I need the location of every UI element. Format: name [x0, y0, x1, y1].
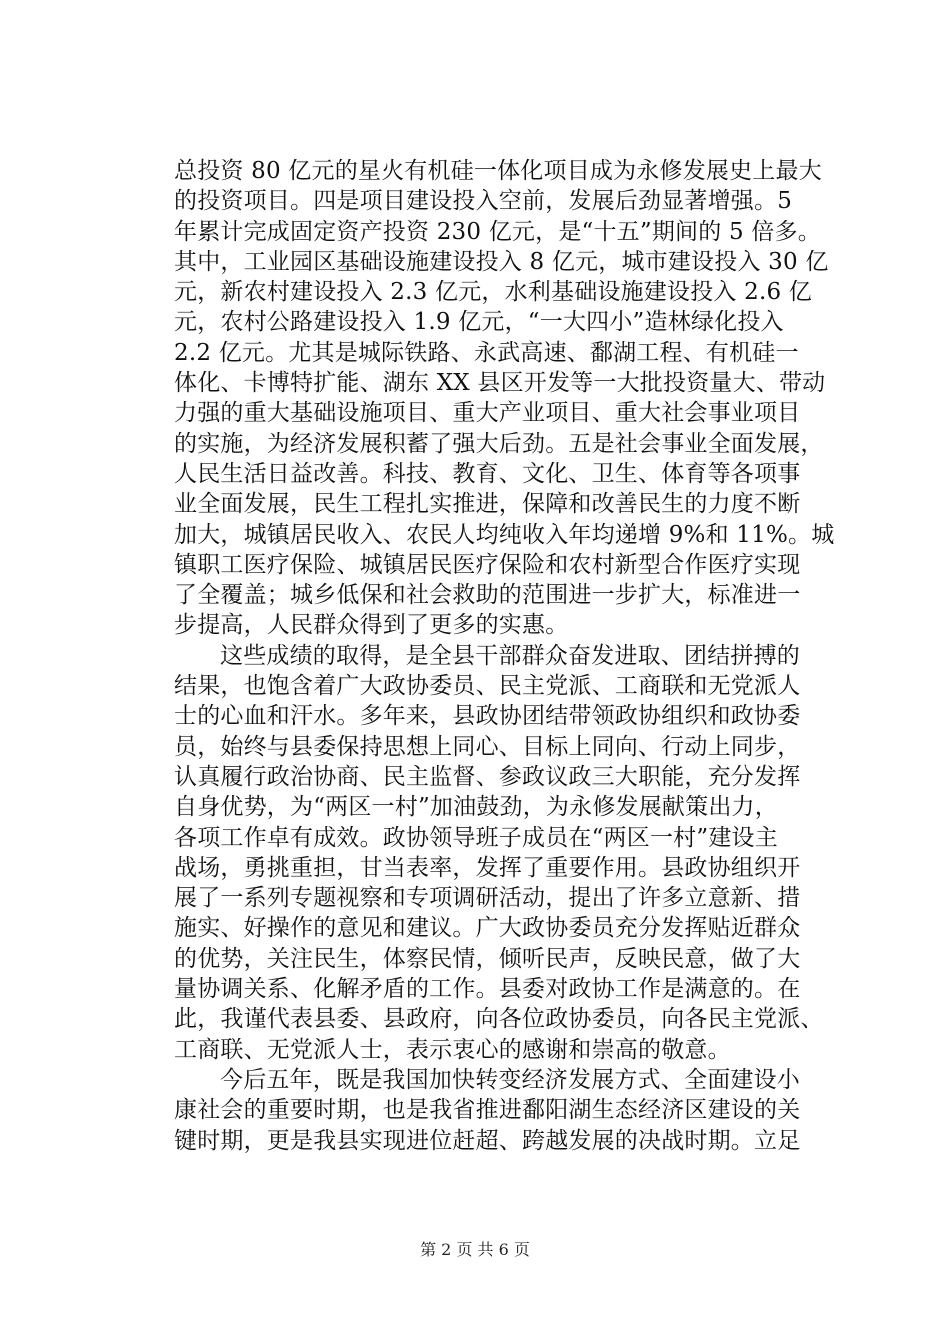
text-line: 量协调关系、化解矛盾的工作。县委对政协工作是满意的。在	[174, 976, 801, 1003]
text-line: 的投资项目。四是项目建设投入空前，发展后劲显著增强。5	[174, 188, 793, 215]
text-line: 施实、好操作的意见和建议。广大政协委员充分发挥贴近群众	[174, 915, 801, 942]
text-line: 结果，也饱含着广大政协委员、民主党派、工商联和无党派人	[174, 673, 801, 700]
page-number-footer: 第 2 页 共 6 页	[420, 1240, 530, 1259]
text-line: 总投资 80 亿元的星火有机硅一体化项目成为永修发展史上最大	[174, 158, 822, 184]
text-line: 步提高，人民群众得到了更多的实惠。	[174, 612, 569, 639]
text-line: 元，农村公路建设投入 1.9 亿元，“一大四小”造林绿化投入	[174, 309, 784, 336]
text-line: 认真履行政治协商、民主监督、参政议政三大职能，充分发挥	[174, 763, 801, 790]
text-line: 体化、卡博特扩能、湖东 XX 县区开发等一大批投资量大、带动	[174, 370, 826, 397]
text-line: 加大，城镇居民收入、农民人均纯收入年均递增 9%和 11%。城	[174, 521, 835, 548]
text-line: 康社会的重要时期，也是我省推进鄱阳湖生态经济区建设的关	[174, 1097, 801, 1124]
text-line: 人民生活日益改善。科技、教育、文化、卫生、体育等各项事	[174, 460, 801, 487]
text-line: 自身优势，为“两区一村”加油鼓劲，为永修发展献策出力，	[174, 794, 778, 821]
text-line: 的实施，为经济发展积蓄了强大后劲。五是社会事业全面发展，	[174, 430, 824, 457]
paragraph-start-line: 这些成绩的取得，是全县干部群众奋发进取、团结拼搏的	[220, 642, 800, 669]
text-line: 键时期，更是我县实现进位赶超、跨越发展的决战时期。立足	[174, 1127, 801, 1154]
text-line: 的优势，关注民生，体察民情，倾听民声，反映民意，做了大	[174, 945, 801, 972]
paragraph-start-line: 今后五年，既是我国加快转变经济发展方式、全面建设小	[220, 1066, 800, 1093]
text-line: 此，我谨代表县委、县政府，向各位政协委员，向各民主党派、	[174, 1006, 824, 1033]
text-line: 士的心血和汗水。多年来，县政协团结带领政协组织和政协委	[174, 703, 801, 730]
text-line: 镇职工医疗保险、城镇居民医疗保险和农村新型合作医疗实现	[174, 551, 801, 578]
document-body	[174, 156, 834, 1156]
text-line: 战场，勇挑重担，甘当表率，发挥了重要作用。县政协组织开	[174, 854, 801, 881]
text-line: 展了一系列专题视察和专项调研活动，提出了许多立意新、措	[174, 885, 801, 912]
text-line: 业全面发展，民生工程扎实推进，保障和改善民生的力度不断	[174, 491, 801, 518]
text-line: 年累计完成固定资产投资 230 亿元，是“十五”期间的 5 倍多。	[174, 218, 821, 245]
text-line: 员，始终与县委保持思想上同心、目标上同向、行动上同步，	[174, 733, 801, 760]
text-line: 各项工作卓有成效。政协领导班子成员在“两区一村”建设主	[174, 824, 778, 851]
text-line: 元，新农村建设投入 2.3 亿元，水利基础设施建设投入 2.6 亿	[174, 279, 812, 306]
text-line: 其中，工业园区基础设施建设投入 8 亿元，城市建设投入 30 亿	[174, 248, 829, 275]
text-line: 力强的重大基础设施项目、重大产业项目、重大社会事业项目	[174, 400, 801, 427]
text-line: 2.2 亿元。尤其是城际铁路、永武高速、鄱湖工程、有机硅一	[174, 339, 799, 366]
text-line: 了全覆盖；城乡低保和社会救助的范围进一步扩大，标准进一	[174, 582, 801, 609]
text-line: 工商联、无党派人士，表示衷心的感谢和崇高的敬意。	[174, 1036, 731, 1063]
